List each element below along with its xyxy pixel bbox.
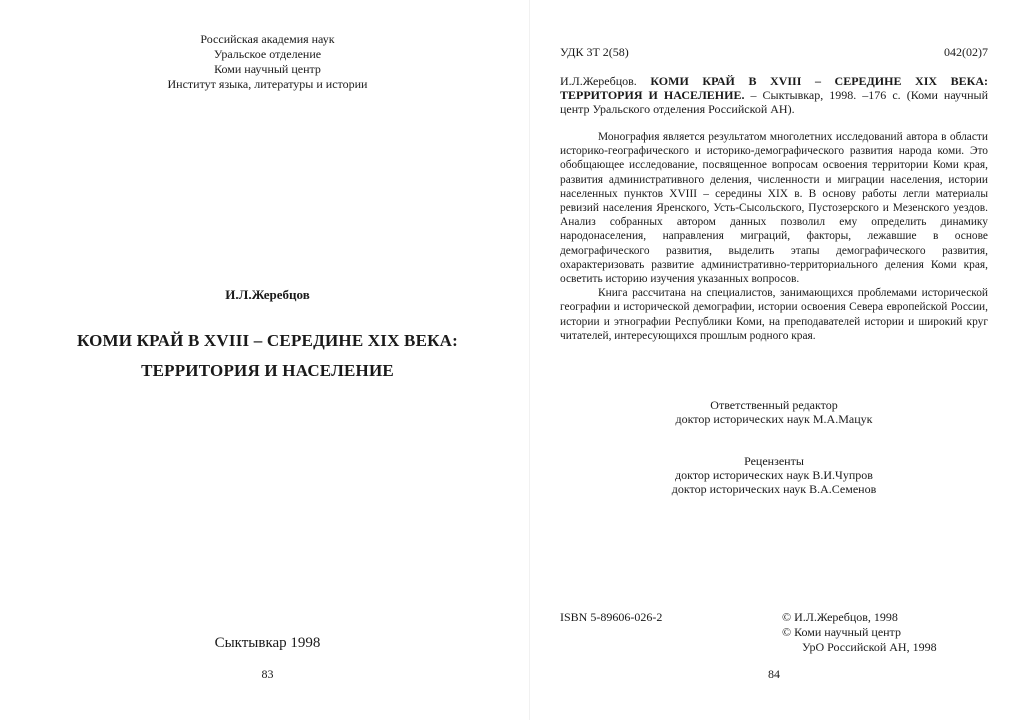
isbn: ISBN 5-89606-026-2 <box>560 610 663 624</box>
editor-block <box>560 398 988 426</box>
editor-name: доктор исторических наук М.А.Мацук <box>675 412 873 426</box>
author-name: И.Л.Жеребцов <box>225 287 310 302</box>
abstract-paragraph: Монография является результатом многолетних исследований автора в области историко-географического и историко-демографического развития народа коми. Это обобщающее исследование, посвященное вопросам освоения территории Коми края, развития административного деления, численности и миграции населения, истории населенных пунктов XVIII – середины XIX в. В основу работы легли материалы ревизий населения Яренского, Усть-Сысольского, Пустозерского и Мезенского уездов. Анализ собранных автором данных позволил ему определить динамику народонаселения, направления миграций, факторы, лежавшие в основе демографического развития, выделить этапы демографического развития, охарактеризовать развитие административно-территориального деления Коми края, осветить историю изучения указанных вопросов. <box>560 131 988 286</box>
citation-author: И.Л.Жеребцов. <box>560 74 637 88</box>
citation-details: – Сыктывкар, 1998. –176 с. (Коми научный центр Уральского отделения Российской АН). <box>560 88 989 116</box>
editor-label: Ответственный редактор <box>710 398 838 412</box>
abstract <box>560 130 988 343</box>
copyright-line: УрО Российской АН, 1998 <box>802 640 937 654</box>
place-year: Сыктывкар 1998 <box>214 635 321 651</box>
bbk-code: 042(02)7 <box>944 45 988 59</box>
institution-line: Российская академия наук <box>200 32 335 46</box>
institution-block <box>110 32 425 92</box>
abstract-paragraph: Книга рассчитана на специалистов, занимающихся проблемами исторической географии и исторической демографии, истории освоения Севера европейской России, истории и этнографии Республики Коми, на преподавателей истории и широкий круг читателей, интересующихся прошлым родного края. <box>560 287 988 342</box>
right-page <box>530 0 1021 720</box>
book-title-line: ТЕРРИТОРИЯ И НАСЕЛЕНИЕ <box>141 361 394 380</box>
copyright-line: © Коми научный центр <box>782 625 901 639</box>
reviewer-name: доктор исторических наук В.И.Чупров <box>675 468 873 482</box>
copyright-block <box>782 610 937 655</box>
udk-code: УДК 3Т 2(58) <box>560 45 629 59</box>
institution-line: Институт языка, литературы и истории <box>167 77 368 91</box>
institution-line: Уральское отделение <box>213 47 322 61</box>
institution-line: Коми научный центр <box>214 62 321 76</box>
reviewers-label: Рецензенты <box>744 454 804 468</box>
book-title-line: КОМИ КРАЙ В XVIII – СЕРЕДИНЕ XIX ВЕКА: <box>77 331 458 350</box>
copyright-line: © И.Л.Жеребцов, 1998 <box>782 610 898 624</box>
bibliographic-citation <box>560 74 988 116</box>
page-number-right: 84 <box>768 667 780 681</box>
page-number-left: 83 <box>261 667 274 681</box>
citation-title: КОМИ КРАЙ В XVIII – СЕРЕДИНЕ XIX ВЕКА: ТЕРРИТОРИЯ И НАСЕЛЕНИЕ. <box>560 74 989 102</box>
reviewers-block <box>560 454 988 496</box>
book-title <box>60 326 475 386</box>
reviewer-name: доктор исторических наук В.А.Семенов <box>671 482 877 496</box>
